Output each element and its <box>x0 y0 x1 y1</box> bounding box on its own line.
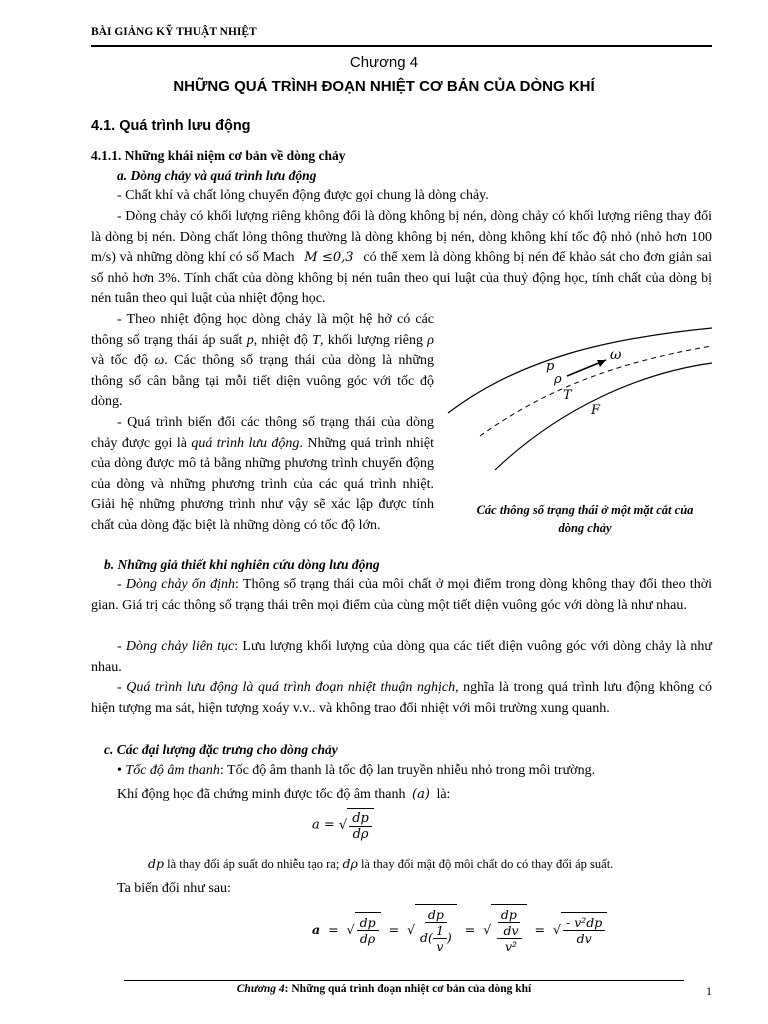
label-omega: ω <box>610 347 622 363</box>
paragraph-a3-text4: và tốc độ <box>91 353 155 369</box>
eq2-equals-2: = <box>388 921 400 937</box>
footer-label <box>0 983 768 995</box>
equation-1 <box>312 808 374 842</box>
explanation-text-2: là thay đổi mật độ môi chất do có thay đổi áp suất. <box>360 857 614 871</box>
symbol-drho: dρ <box>342 856 358 871</box>
flow-diagram <box>440 318 720 478</box>
running-header: BÀI GIẢNG KỸ THUẬT NHIỆT <box>91 26 257 38</box>
transform-intro: Ta biến đổi như sau: <box>117 881 231 896</box>
footer-rule <box>124 980 684 981</box>
paragraph-a2-part2: có thể xem là dòng không bị nén để khảo sát cho đơn giản sai số nhỏ hơn 3%. Tính chất của dòng không bị nén tuân theo qui luật của thuỷ động học, tính chất của dòng bị nén tuân theo qui luật của nhiệt động học. <box>91 250 713 307</box>
paragraph-b3-italic: Quá trình lưu động là quá trình đoạn nhiệt thuận nghịch <box>126 680 456 695</box>
eq2-term3-inner-num: dv <box>500 923 521 939</box>
bullet-italic: Tốc độ âm thanh <box>125 763 220 778</box>
explanation-text-1: là thay đổi áp suất do nhiễu tạo ra; <box>167 857 340 871</box>
paragraph-a4-text2: . Những quá trình nhiệt của dòng được mô tả bằng những phương trình chuyển động của dòng và những phương trình của các quá trình nhiệt. Giải hệ những phương trình như vậy sẽ xác lập được tính chất của dòng đặc biệt là những dòng có tốc độ lớn. <box>91 435 434 533</box>
paragraph-b1-italic: Dòng chảy ổn định <box>125 577 236 592</box>
eq2-term3-den <box>493 923 524 954</box>
footer-chapter: Chương 4 <box>236 983 285 995</box>
paragraph-a3-text1: - Theo nhiệt động học dòng chảy là một hệ hở có các thông số trạng thái áp suất <box>91 312 434 348</box>
eq2-equals-4: = <box>534 921 546 937</box>
paragraph-a3-text3: , khối lượng riêng <box>319 332 428 348</box>
differential-explanation <box>148 854 712 875</box>
eq2-term4-num: - v²dp <box>563 915 605 931</box>
part-c-heading: c. Các đại lượng đặc trưng cho dòng chảy <box>104 742 338 757</box>
stream-centerline <box>480 346 712 436</box>
subsection-heading: 4.1.1. Những khái niệm cơ bản về dòng chảy <box>91 148 346 163</box>
eq2-term2-inner-den: v <box>436 939 444 954</box>
eq1-sqrt: √ $\frac{dp}{d\rho}$ <box>339 808 374 842</box>
label-rho: ρ <box>554 372 562 387</box>
paragraph-a3 <box>91 310 434 413</box>
eq2-term1-den: dρ <box>359 931 376 946</box>
paragraph-b3: - Quá trình lưu động là quá trình đoạn nhiệt thuận nghịch, nghĩa là trong quá trình lưu động không có hiện tượng ma sát, hiện tượng xoáy v.v.. và không trao đổi nhiệt với môi trường xung quanh. <box>91 680 712 716</box>
label-F: F <box>591 403 601 418</box>
paragraph-a4 <box>91 413 434 537</box>
eq2-term2-num: dp <box>425 907 447 923</box>
paragraph-b1: - Dòng chảy ổn định: Thông số trạng thái của môi chất ở mọi điểm trong dòng không thay đổi theo thời gian. Giá trị các thông số trạng thái trên mọi điểm của cùng một tiết diện vuông góc với dòng là như nhau. <box>91 577 712 613</box>
eq2-term2-inner-num: 1 <box>433 923 447 939</box>
eq2-lhs: a <box>312 921 321 937</box>
symbol-rho: ρ <box>427 332 434 348</box>
paragraph-a3-text2: , nhiệt độ <box>253 332 313 348</box>
paragraph-a1: - Chất khí và chất lỏng chuyển động được gọi chung là dòng chảy. <box>117 188 489 203</box>
paragraph-b2-italic: Dòng chảy liên tục <box>125 639 235 654</box>
label-p: p <box>546 359 555 374</box>
figure-caption: Các thông số trạng thái ở một mặt cắt của dòng chảy <box>476 503 694 535</box>
eq2-term2-d: d <box>420 930 429 945</box>
symbol-T: T <box>312 332 320 348</box>
eq2-term1-num: dp <box>357 915 379 931</box>
label-T: T <box>563 388 572 403</box>
eq2-term4-den: dv <box>576 931 592 946</box>
part-a-heading: a. Dòng chảy và quá trình lưu động <box>117 168 317 183</box>
eq1-denominator: dρ <box>352 827 369 842</box>
footer-title: : Những quá trình đoạn nhiệt cơ bản của dòng khí <box>284 983 532 995</box>
chapter-title: NHỮNG QUÁ TRÌNH ĐOẠN NHIỆT CƠ BẢN CỦA DÒNG KHÍ <box>173 78 595 95</box>
paragraph-a2-part1: - Dòng chảy có khối lượng riêng không đổi là dòng không bị nén, dòng chảy có khối lượng riêng thay đổi là dòng bị nén. Dòng chất lỏng thông thường là dòng không bị nén, dòng không khí tốc độ nhỏ (nhỏ hơn 100 m/s) và những dòng khí có số Mach <box>91 209 712 266</box>
bullet-icon: • <box>117 763 122 778</box>
eq1-numerator: dp <box>349 811 372 827</box>
eq2-term3-minus: - <box>496 930 501 945</box>
paragraph-a4-text1: - Quá trình biến đổi các thông số trạng thái của dòng chảy được gọi là <box>91 415 434 451</box>
eq2-equals-3: = <box>464 921 476 937</box>
paragraph-b2: - Dòng chảy liên tục: Lưu lượng khối lượng của dòng qua các tiết diện vuông góc với dòng chảy là như nhau. <box>91 639 712 675</box>
bullet-text: : Tốc độ âm thanh là tốc độ lan truyền nhiễu nhỏ trong môi trường. <box>219 763 596 778</box>
sound-speed-text: Khí động học đã chứng minh được tốc độ âm thanh <box>117 787 406 802</box>
symbol-a: (a) <box>412 787 430 802</box>
eq2-term3-inner-den: v² <box>504 939 518 954</box>
mach-inequality: M ≤0,3 <box>304 250 354 266</box>
symbol-p: p <box>246 332 254 348</box>
page-number: 1 <box>706 984 712 998</box>
paragraph-b2-text: : Lưu lượng khối lượng của dòng qua các tiết diện vuông góc với dòng chảy là như nhau. <box>91 639 712 675</box>
stream-wall-lower <box>495 363 712 470</box>
eq2-equals-1: = <box>328 921 339 937</box>
bullet-sound-speed <box>117 761 712 782</box>
paragraph-b3-text: , nghĩa là trong quá trình lưu động không có hiện tượng ma sát, hiện tượng xoáy v.v.. và không trao đổi nhiệt với môi trường xung quanh. <box>91 680 712 716</box>
equation-2 <box>312 904 607 954</box>
symbol-dp: dp <box>148 856 165 871</box>
paragraph-a3-text5: . Các thông số trạng thái của dòng là những thông số cân bằng tại mỗi tiết diện vuông góc với tốc độ dòng. <box>91 353 435 410</box>
eq2-term2-den: d( $\frac{1}{v}$ ) <box>420 923 452 954</box>
chapter-number: Chương 4 <box>349 54 419 71</box>
sound-speed-text-end: là: <box>436 787 451 802</box>
eq2-term1: √ $\frac{dp}{d\rho}$ <box>347 912 381 946</box>
paragraph-a2 <box>91 207 712 310</box>
part-b-heading: b. Những giả thiết khi nghiên cứu dòng lưu động <box>104 557 380 572</box>
eq2-term4: √ $\frac{\text{- v²dp}}{dv}$ <box>553 912 607 946</box>
section-heading: 4.1. Quá trình lưu động <box>91 118 251 134</box>
paragraph-b1-text: : Thông số trạng thái của môi chất ở mọi điểm trong dòng không thay đổi theo thời gian. Giá trị các thông số trạng thái trên mọi điểm của cùng một tiết diện vuông góc với dòng là như nhau. <box>91 577 712 613</box>
eq2-term3: √ dp - $\frac{dv}{\text{v²}}$ <box>483 904 526 954</box>
eq1-lhs: a = <box>312 817 335 833</box>
sound-speed-line <box>117 785 712 806</box>
header-rule <box>91 45 712 47</box>
eq2-term3-num: dp <box>498 907 520 923</box>
eq2-term2: √ dp d( $\frac{1}{v}$ ) <box>407 904 457 954</box>
symbol-omega: ω <box>154 353 165 369</box>
paragraph-a4-italic: quá trình lưu động <box>191 435 300 451</box>
